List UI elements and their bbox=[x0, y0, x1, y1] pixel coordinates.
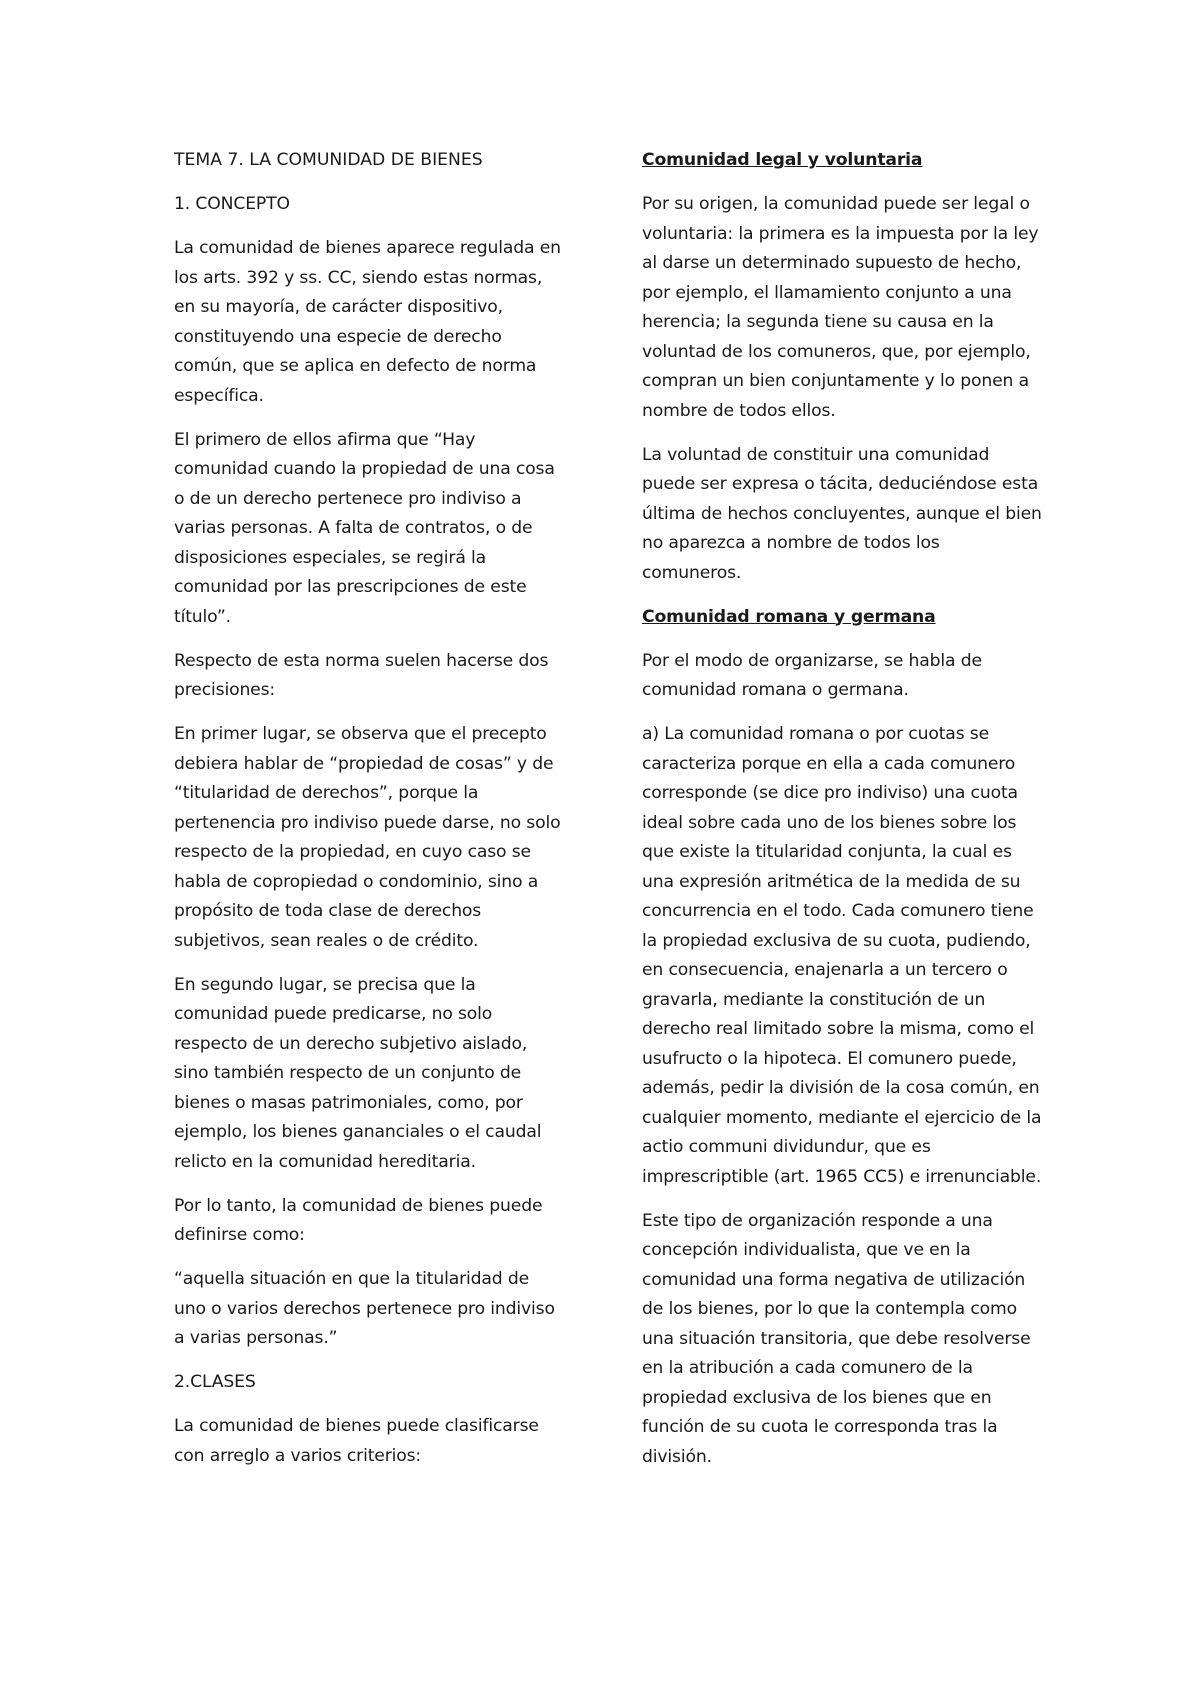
section-heading-clases: 2.CLASES bbox=[174, 1372, 256, 1392]
paragraph: Por su origen, la comunidad puede ser legal o voluntaria: la primera es la impuesta por la ley al darse un determinado supuesto de hecho, por ejemplo, el llamamiento conjunto a una herencia; la segunda tiene su causa en la voluntad de los comuneros, que, por ejemplo, compran un bien conjuntamente y lo ponen a nombre de todos ellos. bbox=[642, 194, 1039, 421]
subheading-romana-germana: Comunidad romana y germana bbox=[642, 606, 936, 627]
section-heading-concepto: 1. CONCEPTO bbox=[174, 194, 290, 214]
paragraph: Este tipo de organización responde a una concepción individualista, que ve en la comunidad una forma negativa de utilización de los bienes, por lo que la contempla como una situación transitoria, que debe resolverse en la atribución a cada comunero de la propiedad exclusiva de los bienes que en función de su cuota le corresponda tras la división. bbox=[642, 1210, 1031, 1467]
paragraph: La voluntad de constituir una comunidad puede ser expresa o tácita, deduciéndose esta última de hechos concluyentes, aunque el bien no aparezca a nombre de todos los comuneros. bbox=[642, 444, 1042, 583]
document-title: TEMA 7. LA COMUNIDAD DE BIENES bbox=[174, 150, 483, 170]
paragraph: Respecto de esta norma suelen hacerse dos precisiones: bbox=[174, 650, 549, 700]
paragraph: a) La comunidad romana o por cuotas se caracteriza porque en ella a cada comunero corresponde (se dice pro indiviso) una cuota ideal sobre cada uno de los bienes sobre los que existe la titularidad conjunta, la cual es una expresión aritmética de la medida de su concurrencia en el todo. Cada comunero tiene la propiedad exclusiva de su cuota, pudiendo, en consecuencia, enajenarla a un tercero o gravarla, mediante la constitución de un derecho real limitado sobre la misma, como el usufructo o la hipoteca. El comunero puede, además, pedir la división de la cosa común, en cualquier momento, mediante el ejercicio de la actio communi dividundur, que es imprescriptible (art. 1965 CC5) e irrenunciable. bbox=[642, 724, 1042, 1187]
paragraph: Por lo tanto, la comunidad de bienes puede definirse como: bbox=[174, 1195, 543, 1245]
paragraph: En primer lugar, se observa que el precepto debiera hablar de “propiedad de cosas” y de “titularidad de derechos”, porque la pertenencia pro indiviso puede darse, no solo respecto de la propiedad, en cuyo caso se habla de copropiedad o condominio, sino a propósito de toda clase de derechos subjetivos, sean reales o de crédito. bbox=[174, 724, 561, 951]
paragraph: Por el modo de organizarse, se habla de comunidad romana o germana. bbox=[642, 650, 982, 700]
right-column bbox=[642, 146, 1044, 1487]
subheading-legal-voluntaria: Comunidad legal y voluntaria bbox=[642, 150, 923, 170]
left-column bbox=[174, 146, 566, 1486]
paragraph: El primero de ellos afirma que “Hay comunidad cuando la propiedad de una cosa o de un derecho pertenece pro indiviso a varias personas. A falta de contratos, o de disposiciones especiales, se regirá la comunidad por las prescripciones de este título”. bbox=[174, 429, 555, 627]
paragraph: La comunidad de bienes puede clasificarse con arreglo a varios criterios: bbox=[174, 1416, 539, 1466]
definition-quote: “aquella situación en que la titularidad de uno o varios derechos pertenece pro indiviso a varias personas.” bbox=[174, 1269, 555, 1348]
paragraph: En segundo lugar, se precisa que la comunidad puede predicarse, no solo respecto de un derecho subjetivo aislado, sino también respecto de un conjunto de bienes o masas patrimoniales, como, por ejemplo, los bienes gananciales o el caudal relicto en la comunidad hereditaria. bbox=[174, 974, 542, 1172]
paragraph: La comunidad de bienes aparece regulada en los arts. 392 y ss. CC, siendo estas normas, en su mayoría, de carácter dispositivo, constituyendo una especie de derecho común, que se aplica en defecto de norma específica. bbox=[174, 238, 561, 406]
